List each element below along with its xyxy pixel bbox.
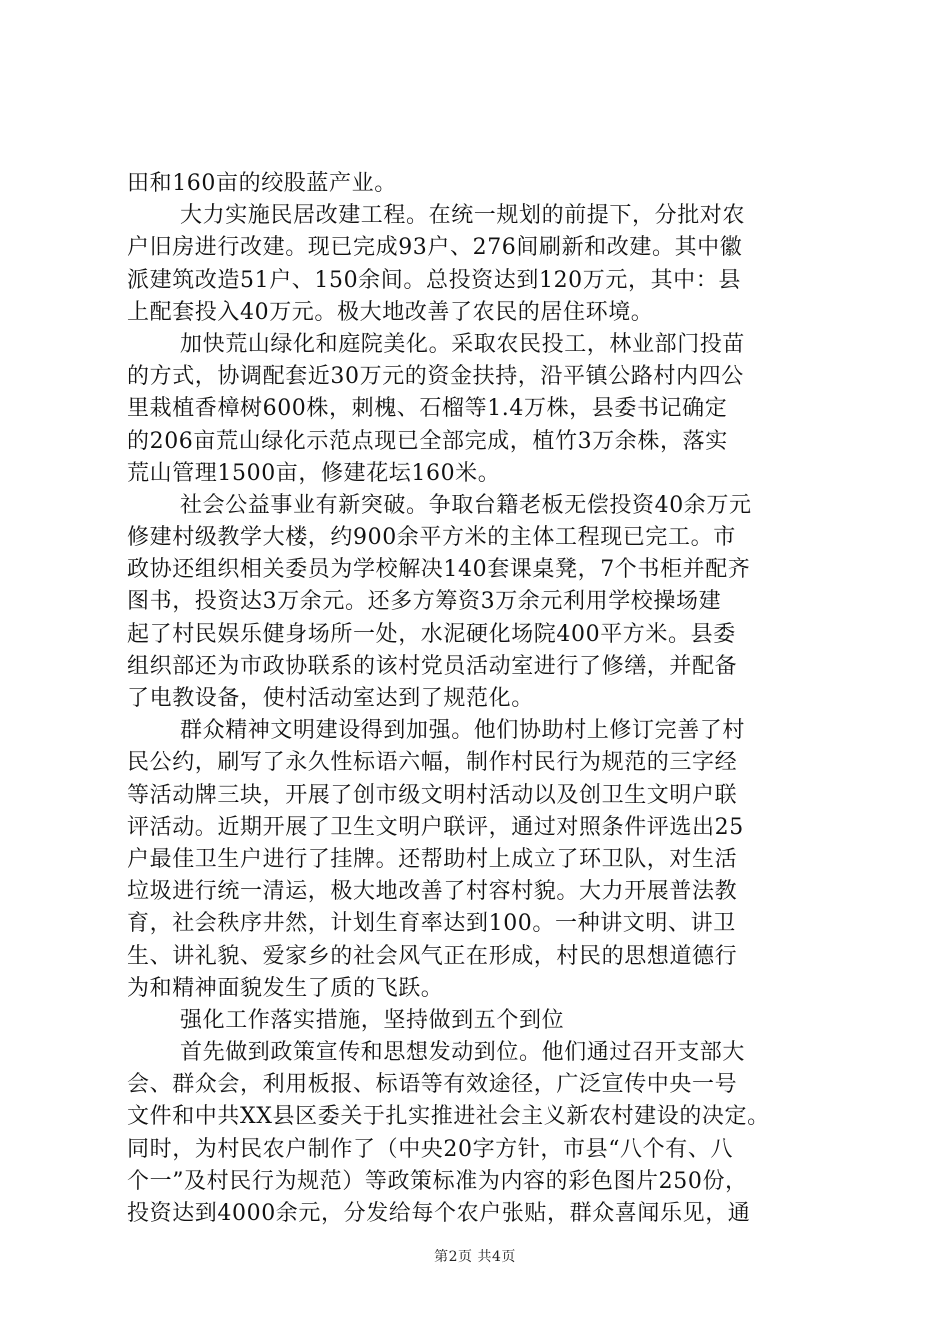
text-line: 会、群众会，利用板报、标语等有效途径，广泛宣传中央一号 <box>127 1072 738 1098</box>
text-line: 个一”及村民行为规范）等政策标准为内容的彩色图片250份， <box>127 1168 748 1194</box>
text-line: 修建村级教学大楼，约900余平方米的主体工程现已完工。市 <box>127 525 736 551</box>
text-line: 投资达到4000余元，分发给每个农户张贴，群众喜闻乐见，通 <box>127 1201 751 1226</box>
text-line: 生、讲礼貌、爱家乡的社会风气正在形成，村民的思想道德行 <box>127 943 738 969</box>
text-line: 育，社会秩序井然，计划生育率达到100。一种讲文明、讲卫 <box>127 911 736 937</box>
text-line: 户最佳卫生户进行了挂牌。还帮助村上成立了环卫队，对生活 <box>127 846 738 872</box>
text-line: 派建筑改造51户、150余间。总投资达到120万元，其中：县 <box>127 267 741 293</box>
text-line: 政协还组织相关委员为学校解决140套课桌凳，7个书柜并配齐 <box>127 557 751 583</box>
text-line: 大力实施民居改建工程。在统一规划的前提下，分批对农 <box>180 203 746 229</box>
text-line: 加快荒山绿化和庭院美化。采取农民投工，林业部门投苗 <box>180 331 746 357</box>
text-line: 了电教设备，使村活动室达到了规范化。 <box>127 686 534 711</box>
text-line: 等活动牌三块，开展了创市级文明村活动以及创卫生文明户联 <box>127 782 738 808</box>
text-line: 上配套投入40万元。极大地改善了农民的居住环境。 <box>127 299 654 325</box>
text-line: 社会公益事业有新突破。争取台籍老板无偿投资40余万元 <box>180 492 752 518</box>
text-line: 民公约，刷写了永久性标语六幅，制作村民行为规范的三字经 <box>127 750 738 776</box>
text-line: 群众精神文明建设得到加强。他们协助村上修订完善了村 <box>180 718 746 744</box>
text-line: 的方式，协调配套近30万元的资金扶持，沿平镇公路村内四公 <box>127 364 744 390</box>
text-line: 首先做到政策宣传和思想发动到位。他们通过召开支部大 <box>180 1040 746 1066</box>
text-line: 组织部还为市政协联系的该村党员活动室进行了修缮，并配备 <box>127 653 738 679</box>
page-number-footer: 第2页 共4页 <box>434 1249 516 1265</box>
text-line: 同时，为村民农户制作了（中央20字方针，市县“八个有、八 <box>127 1136 734 1162</box>
text-line: 荒山管理1500亩，修建花坛160米。 <box>127 460 501 486</box>
text-line: 垃圾进行统一清运，极大地改善了村容村貌。大力开展普法教 <box>127 879 738 905</box>
text-line: 里栽植香樟树600株，刺槐、石榴等1.4万株，县委书记确定 <box>127 396 728 422</box>
text-line: 为和精神面貌发生了质的飞跃。 <box>127 975 444 1001</box>
text-line: 评活动。近期开展了卫生文明户联评，通过对照条件评选出25 <box>127 814 744 840</box>
text-line: 文件和中共XX县区委关于扎实推进社会主义新农村建设的决定。 <box>127 1104 770 1130</box>
document-body <box>127 168 839 1230</box>
section-heading: 强化工作落实措施，坚持做到五个到位 <box>180 1007 565 1033</box>
text-line: 户旧房进行改建。现已完成93户、276间刷新和改建。其中徽 <box>127 235 743 261</box>
text-line: 田和160亩的绞股蓝产业。 <box>127 171 397 196</box>
text-line: 的206亩荒山绿化示范点现已全部完成，植竹3万余株，落实 <box>127 428 728 454</box>
text-line: 图书，投资达3万余元。还多方筹资3万余元利用学校操场建 <box>127 589 722 615</box>
text-line: 起了村民娱乐健身场所一处，水泥硬化场院400平方米。县委 <box>127 621 736 647</box>
